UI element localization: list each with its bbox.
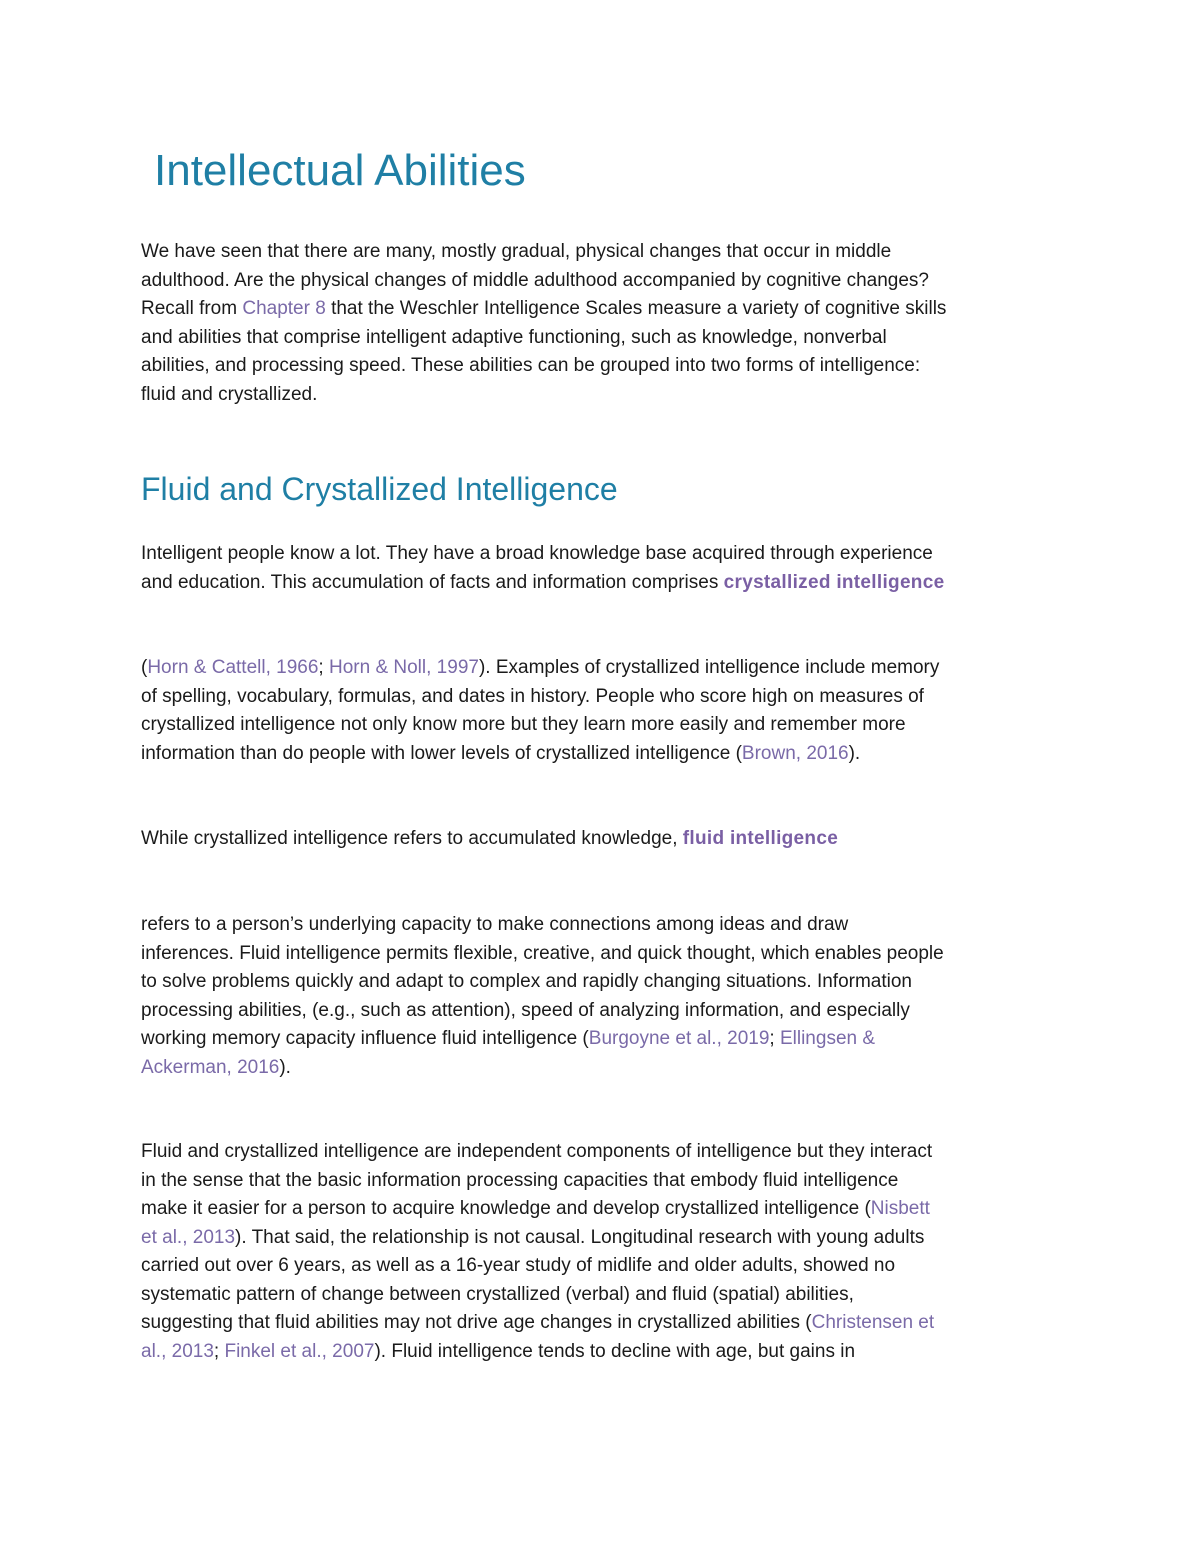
text-run: ). Examples of crystallized intelligence include memory (478, 657, 940, 678)
text-run: ). Fluid intelligence tends to decline with age, but gains in (374, 1340, 856, 1362)
term-crystallized-intelligence[interactable]: crystallized intelligence (723, 571, 945, 593)
text-line: fluid and crystallized. (141, 383, 318, 405)
text-run: ; (769, 1028, 780, 1049)
fluid-intro-paragraph (141, 825, 1066, 854)
fluid-definition-paragraph (141, 911, 1066, 1082)
text-line: We have seen that there are many, mostly gradual, physical changes that occur in middle (141, 241, 892, 262)
interaction-paragraph (141, 1138, 1066, 1366)
link-christensen-2013-cont[interactable]: al., 2013 (141, 1340, 214, 1362)
page-title: Intellectual Abilities (154, 146, 526, 195)
crystallized-paragraph (141, 540, 1066, 597)
text-run: Recall from (141, 298, 243, 319)
text-line: adulthood. Are the physical changes of middle adulthood accompanied by cognitive changes? (141, 269, 929, 291)
text-line (141, 1309, 1066, 1338)
text-line: and abilities that comprise intelligent adaptive functioning, such as knowledge, nonverbal (141, 326, 887, 348)
text-line: in the sense that the basic information processing capacities that embody fluid intelligence (141, 1169, 899, 1191)
text-line: crystallized intelligence not only know more but they learn more easily and remember more (141, 714, 906, 735)
text-line: Fluid and crystallized intelligence are independent components of intelligence but they interact (141, 1141, 933, 1162)
text-line (141, 295, 1066, 324)
text-line: systematic pattern of change between crystallized (verbal) and fluid (spatial) abilities, (141, 1283, 854, 1305)
link-brown-2016[interactable]: Brown, 2016 (741, 742, 849, 764)
text-line (141, 1195, 1066, 1224)
text-run: that the Weschler Intelligence Scales measure a variety of cognitive skills (325, 298, 947, 319)
text-run: ; (213, 1340, 225, 1362)
text-run: and education. This accumulation of facts and information comprises (141, 571, 724, 593)
link-horn-cattell-1966[interactable]: Horn & Cattell, 1966 (147, 657, 319, 678)
section-heading: Fluid and Crystallized Intelligence (141, 471, 618, 507)
text-run: ( (141, 657, 148, 678)
text-run: ). (279, 1056, 291, 1078)
text-run: ). That said, the relationship is not causal. Longitudinal research with young adults (235, 1226, 925, 1248)
text-line (141, 825, 1066, 854)
text-line (141, 654, 1066, 683)
link-horn-noll-1997[interactable]: Horn & Noll, 1997 (328, 657, 479, 678)
text-line: abilities, and processing speed. These abilities can be grouped into two forms of intelligence: (141, 355, 921, 376)
link-chapter-8[interactable]: Chapter 8 (242, 298, 326, 319)
link-burgoyne-2019[interactable]: Burgoyne et al., 2019 (588, 1028, 770, 1049)
text-line (141, 740, 1066, 769)
term-fluid-intelligence[interactable]: fluid intelligence (682, 828, 839, 849)
text-line (141, 1025, 1066, 1054)
text-line: Intelligent people know a lot. They have a broad knowledge base acquired through experience (141, 543, 933, 564)
text-run: ; (318, 657, 329, 678)
text-line: processing abilities, (e.g., such as attention), speed of analyzing information, and especially (141, 999, 910, 1021)
text-run: make it easier for a person to acquire knowledge and develop crystallized intelligence ( (141, 1198, 871, 1219)
text-run: information than do people with lower levels of crystallized intelligence ( (141, 742, 742, 764)
text-run: While crystallized intelligence refers to accumulated knowledge, (141, 828, 683, 849)
text-line: carried out over 6 years, as well as a 16-year study of midlife and older adults, showed no (141, 1255, 896, 1276)
text-line: refers to a person’s underlying capacity to make connections among ideas and draw (141, 914, 849, 935)
text-line: of spelling, vocabulary, formulas, and dates in history. People who score high on measures of (141, 685, 924, 707)
link-nisbett-2013-cont[interactable]: et al., 2013 (141, 1226, 236, 1248)
link-ellingsen-ackerman-2016[interactable]: Ellingsen & (779, 1028, 876, 1049)
link-christensen-2013[interactable]: Christensen et (811, 1312, 935, 1333)
intro-paragraph (141, 238, 1066, 409)
link-finkel-2007[interactable]: Finkel et al., 2007 (224, 1340, 375, 1362)
text-line (141, 1054, 1066, 1083)
text-line (141, 1224, 1066, 1253)
text-line: to solve problems quickly and adapt to complex and rapidly changing situations. Information (141, 971, 912, 992)
link-nisbett-2013[interactable]: Nisbett (870, 1198, 930, 1219)
text-run: working memory capacity influence fluid intelligence ( (141, 1028, 589, 1049)
text-line (141, 569, 1066, 598)
crystallized-examples-paragraph (141, 654, 1066, 768)
text-line (141, 1338, 1066, 1367)
text-line: inferences. Fluid intelligence permits flexible, creative, and quick thought, which enables people (141, 942, 944, 964)
link-ellingsen-ackerman-2016-cont[interactable]: Ackerman, 2016 (141, 1056, 280, 1078)
text-run: ). (848, 742, 861, 764)
text-run: suggesting that fluid abilities may not drive age changes in crystallized abilities ( (141, 1312, 812, 1333)
